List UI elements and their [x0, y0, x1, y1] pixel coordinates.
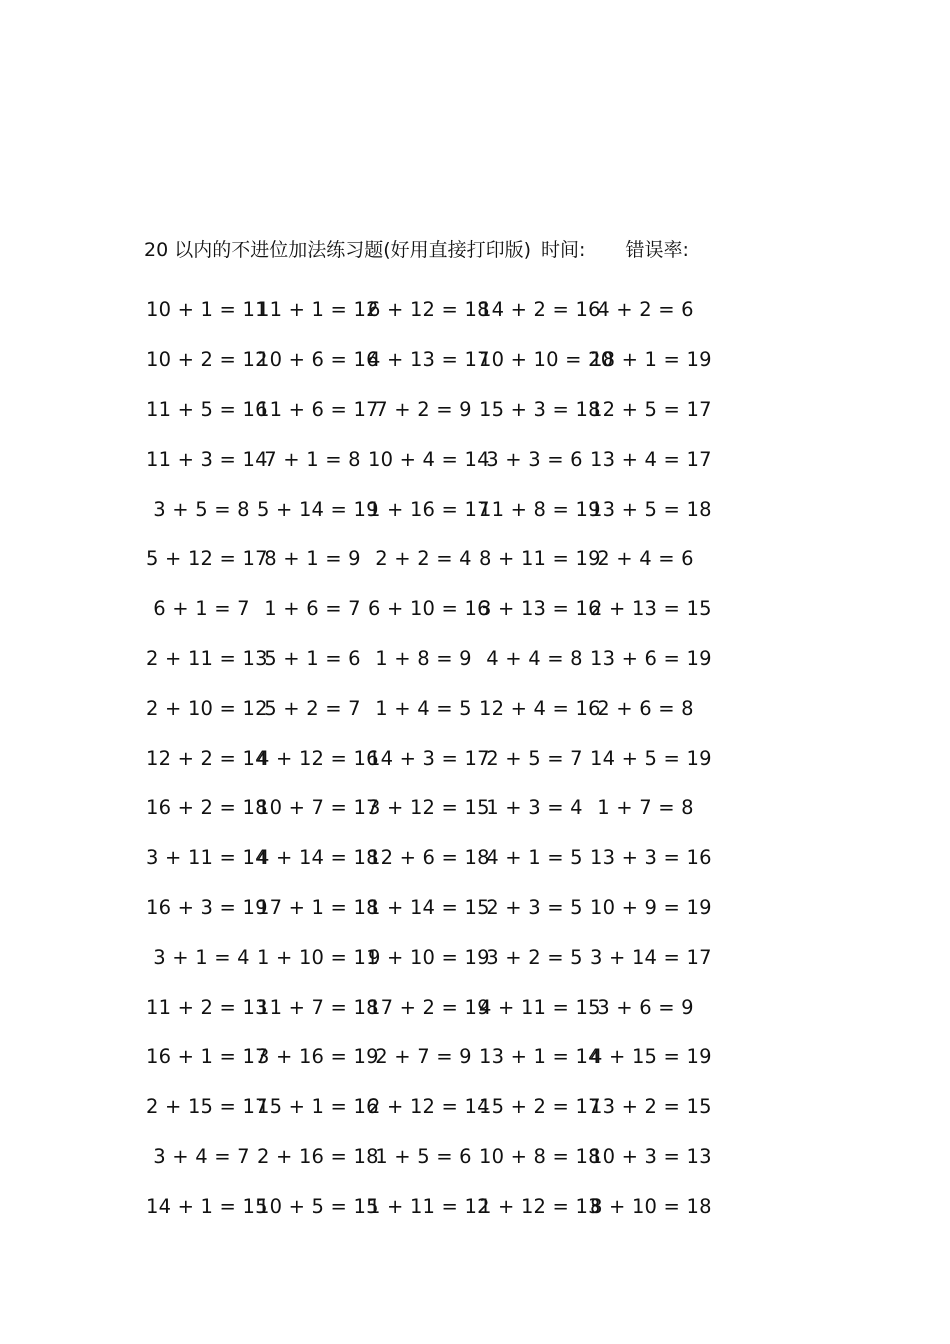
problem-equation: 4 + 2 = 6 — [597, 298, 694, 322]
problem-equation: 4 + 4 = 8 — [486, 646, 583, 670]
problem-equation: 16 + 2 = 18 — [146, 796, 268, 820]
problem-equation: 3 + 13 = 16 — [479, 597, 601, 621]
problem-equation: 12 + 5 = 17 — [590, 397, 712, 421]
problem-equation: 4 + 11 = 15 — [479, 995, 601, 1019]
problem-equation: 14 + 3 = 17 — [368, 746, 490, 770]
problem-equation: 1 + 4 = 5 — [375, 696, 472, 720]
problem-equation: 1 + 5 = 6 — [375, 1144, 472, 1168]
problem-row — [146, 1132, 712, 1182]
problem-equation: 5 + 12 = 17 — [146, 547, 268, 571]
problem-equation: 1 + 7 = 8 — [597, 796, 694, 820]
problem-equation: 10 + 5 = 15 — [257, 1194, 379, 1218]
problem-equation: 10 + 3 = 13 — [590, 1144, 712, 1168]
problem-equation: 10 + 8 = 18 — [479, 1144, 601, 1168]
problem-equation: 16 + 1 = 17 — [146, 1045, 268, 1069]
problem-equation: 5 + 1 = 6 — [264, 646, 361, 670]
problem-equation: 11 + 2 = 13 — [146, 995, 268, 1019]
problem-equation: 2 + 15 = 17 — [146, 1095, 268, 1119]
problem-equation: 3 + 4 = 7 — [153, 1144, 250, 1168]
problem-row — [146, 484, 712, 534]
problem-equation: 4 + 12 = 16 — [257, 746, 379, 770]
problem-equation: 12 + 2 = 14 — [146, 746, 268, 770]
problem-equation: 10 + 6 = 16 — [257, 348, 379, 372]
problem-equation: 1 + 12 = 13 — [479, 1194, 601, 1218]
problem-equation: 3 + 14 = 17 — [590, 945, 712, 969]
problem-row — [146, 285, 706, 335]
problem-row — [146, 335, 712, 385]
problem-row — [146, 634, 712, 684]
problem-equation: 3 + 12 = 15 — [368, 796, 490, 820]
problem-equation: 17 + 1 = 18 — [257, 895, 379, 919]
problem-equation: 12 + 6 = 18 — [368, 846, 490, 870]
worksheet-header — [144, 236, 689, 264]
problem-equation: 2 + 2 = 4 — [375, 547, 472, 571]
problem-equation: 6 + 10 = 16 — [368, 597, 490, 621]
problem-row — [146, 733, 712, 783]
problem-equation: 7 + 1 = 8 — [264, 447, 361, 471]
worksheet-title: 20 以内的不进位加法练习题(好用直接打印版) — [144, 239, 532, 261]
problem-equation: 9 + 10 = 19 — [368, 945, 490, 969]
problem-row — [146, 883, 712, 933]
problem-equation: 14 + 5 = 19 — [590, 746, 712, 770]
problem-equation: 1 + 11 = 12 — [368, 1194, 490, 1218]
problem-equation: 12 + 4 = 16 — [479, 696, 601, 720]
problem-equation: 11 + 5 = 16 — [146, 397, 268, 421]
problem-equation: 8 + 1 = 9 — [264, 547, 361, 571]
problem-equation: 16 + 3 = 19 — [146, 895, 268, 919]
problem-row — [146, 932, 712, 982]
problem-grid — [146, 285, 712, 1231]
problem-equation: 2 + 4 = 6 — [597, 547, 694, 571]
problem-equation: 5 + 14 = 19 — [257, 497, 379, 521]
problem-equation: 11 + 3 = 14 — [146, 447, 268, 471]
problem-equation: 1 + 6 = 7 — [264, 597, 361, 621]
problem-equation: 6 + 1 = 7 — [153, 597, 250, 621]
problem-equation: 3 + 11 = 14 — [146, 846, 268, 870]
problem-equation: 6 + 12 = 18 — [368, 298, 490, 322]
problem-equation: 13 + 5 = 18 — [590, 497, 712, 521]
problem-row — [146, 584, 712, 634]
problem-row — [146, 982, 706, 1032]
problem-row — [146, 534, 706, 584]
problem-equation: 10 + 1 = 11 — [146, 298, 268, 322]
problem-row — [146, 833, 712, 883]
problem-equation: 4 + 1 = 5 — [486, 846, 583, 870]
problem-equation: 10 + 9 = 19 — [590, 895, 712, 919]
problem-equation: 10 + 2 = 12 — [146, 348, 268, 372]
problem-equation: 11 + 1 = 12 — [257, 298, 379, 322]
problem-equation: 2 + 3 = 5 — [486, 895, 583, 919]
problem-equation: 1 + 10 = 11 — [257, 945, 379, 969]
problem-row — [146, 1032, 712, 1082]
problem-equation: 3 + 6 = 9 — [597, 995, 694, 1019]
problem-equation: 4 + 13 = 17 — [368, 348, 490, 372]
problem-equation: 8 + 10 = 18 — [590, 1194, 712, 1218]
problem-equation: 1 + 3 = 4 — [486, 796, 583, 820]
problem-equation: 3 + 16 = 19 — [257, 1045, 379, 1069]
problem-equation: 5 + 2 = 7 — [264, 696, 361, 720]
problem-equation: 13 + 6 = 19 — [590, 646, 712, 670]
problem-row — [146, 1082, 712, 1132]
problem-row — [146, 783, 706, 833]
problem-equation: 2 + 12 = 14 — [368, 1095, 490, 1119]
problem-row — [146, 385, 712, 435]
problem-equation: 11 + 7 = 18 — [257, 995, 379, 1019]
problem-equation: 7 + 2 = 9 — [375, 397, 472, 421]
problem-equation: 2 + 7 = 9 — [375, 1045, 472, 1069]
problem-equation: 2 + 11 = 13 — [146, 646, 268, 670]
problem-equation: 1 + 16 = 17 — [368, 497, 490, 521]
problem-row — [146, 1181, 712, 1231]
problem-equation: 13 + 3 = 16 — [590, 846, 712, 870]
problem-equation: 2 + 5 = 7 — [486, 746, 583, 770]
problem-equation: 1 + 8 = 9 — [375, 646, 472, 670]
problem-equation: 4 + 14 = 18 — [257, 846, 379, 870]
problem-equation: 2 + 16 = 18 — [257, 1144, 379, 1168]
problem-equation: 3 + 2 = 5 — [486, 945, 583, 969]
problem-equation: 2 + 13 = 15 — [590, 597, 712, 621]
problem-equation: 15 + 2 = 17 — [479, 1095, 601, 1119]
problem-equation: 3 + 1 = 4 — [153, 945, 250, 969]
problem-equation: 13 + 1 = 14 — [479, 1045, 601, 1069]
problem-equation: 3 + 3 = 6 — [486, 447, 583, 471]
problem-equation: 17 + 2 = 19 — [368, 995, 490, 1019]
problem-equation: 11 + 6 = 17 — [257, 397, 379, 421]
problem-equation: 15 + 1 = 16 — [257, 1095, 379, 1119]
problem-row — [146, 434, 712, 484]
time-label: 时间: — [541, 239, 586, 261]
problem-equation: 2 + 6 = 8 — [597, 696, 694, 720]
problem-equation: 11 + 8 = 19 — [479, 497, 601, 521]
problem-row — [146, 683, 706, 733]
problem-equation: 13 + 2 = 15 — [590, 1095, 712, 1119]
problem-equation: 10 + 10 = 20 — [479, 348, 614, 372]
problem-equation: 10 + 4 = 14 — [368, 447, 490, 471]
problem-equation: 14 + 2 = 16 — [479, 298, 601, 322]
error-rate-label: 错误率: — [625, 239, 689, 261]
problem-equation: 14 + 1 = 15 — [146, 1194, 268, 1218]
problem-equation: 8 + 11 = 19 — [479, 547, 601, 571]
problem-equation: 2 + 10 = 12 — [146, 696, 268, 720]
problem-equation: 1 + 14 = 15 — [368, 895, 490, 919]
problem-equation: 4 + 15 = 19 — [590, 1045, 712, 1069]
problem-equation: 18 + 1 = 19 — [590, 348, 712, 372]
problem-equation: 3 + 5 = 8 — [153, 497, 250, 521]
problem-equation: 13 + 4 = 17 — [590, 447, 712, 471]
problem-equation: 15 + 3 = 18 — [479, 397, 601, 421]
problem-equation: 10 + 7 = 17 — [257, 796, 379, 820]
